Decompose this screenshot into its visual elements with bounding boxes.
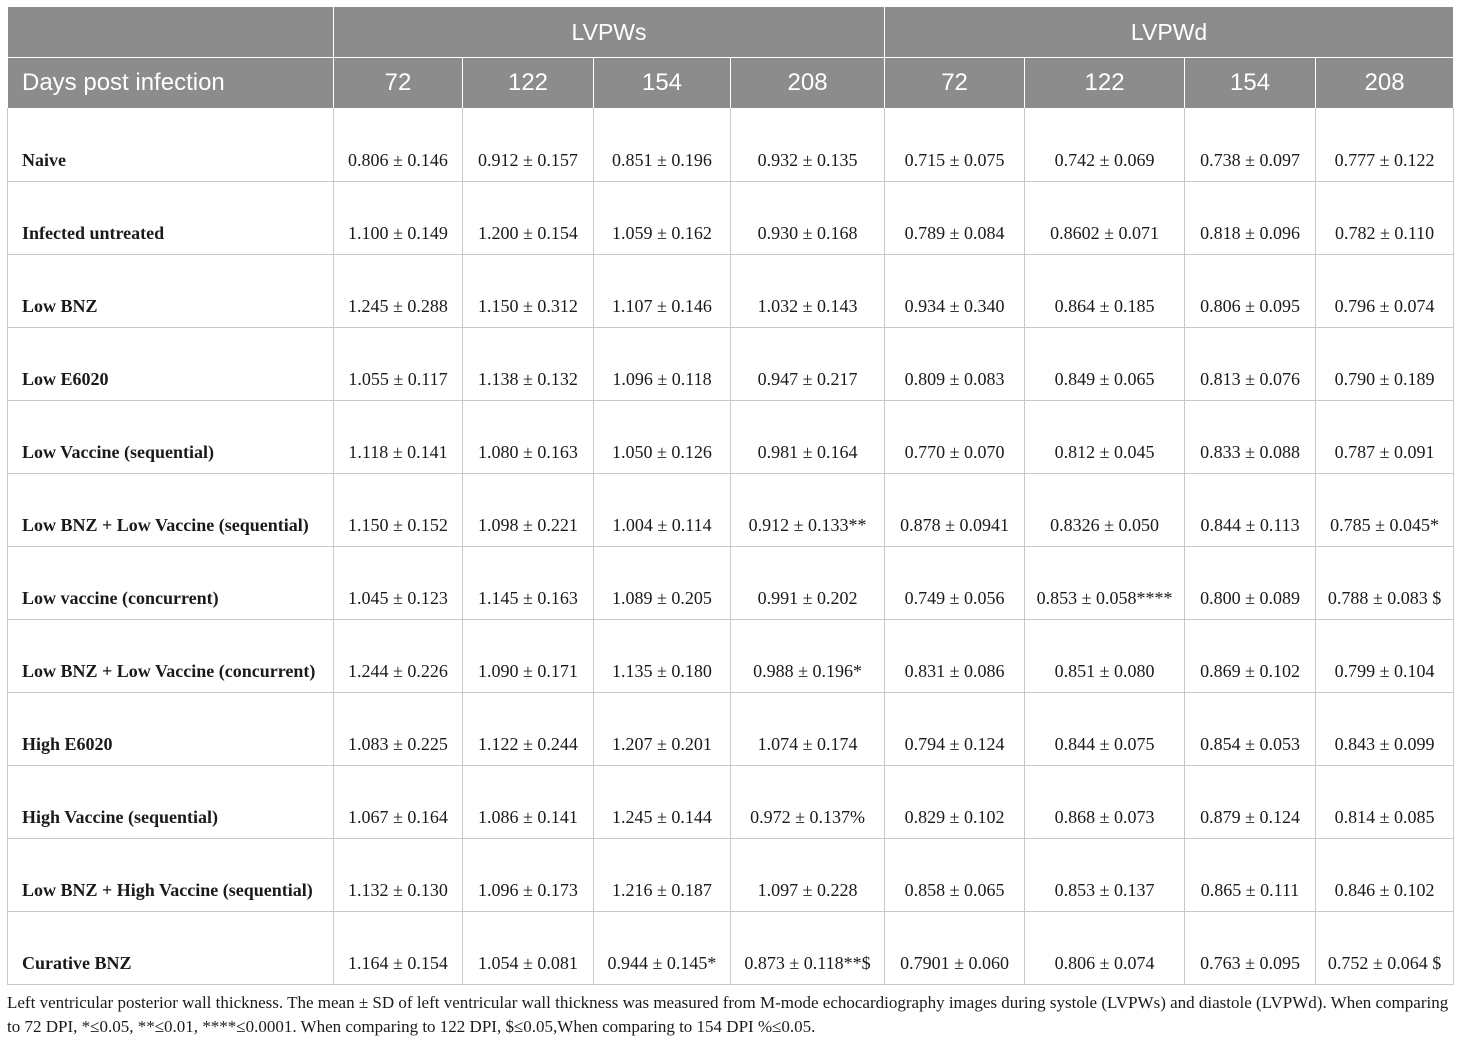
header-day: 72 <box>334 58 463 109</box>
value-cell: 1.107 ± 0.146 <box>594 254 731 327</box>
value-cell: 0.782 ± 0.110 <box>1316 181 1454 254</box>
value-cell: 0.787 ± 0.091 <box>1316 400 1454 473</box>
value-cell: 0.800 ± 0.089 <box>1185 546 1316 619</box>
group-label: High Vaccine (sequential) <box>8 765 334 838</box>
value-cell: 0.864 ± 0.185 <box>1025 254 1185 327</box>
header-day: 122 <box>1025 58 1185 109</box>
table-body <box>8 108 1454 984</box>
header-day: 208 <box>731 58 885 109</box>
header-days-post-infection: Days post infection <box>8 58 334 109</box>
value-cell: 1.138 ± 0.132 <box>463 327 594 400</box>
group-label: Low E6020 <box>8 327 334 400</box>
value-cell: 0.813 ± 0.076 <box>1185 327 1316 400</box>
value-cell: 0.981 ± 0.164 <box>731 400 885 473</box>
group-label: Low vaccine (concurrent) <box>8 546 334 619</box>
value-cell: 0.869 ± 0.102 <box>1185 619 1316 692</box>
value-cell: 1.067 ± 0.164 <box>334 765 463 838</box>
table-row <box>8 327 1454 400</box>
value-cell: 0.812 ± 0.045 <box>1025 400 1185 473</box>
value-cell: 0.947 ± 0.217 <box>731 327 885 400</box>
value-cell: 0.8602 ± 0.071 <box>1025 181 1185 254</box>
value-cell: 0.799 ± 0.104 <box>1316 619 1454 692</box>
table-row <box>8 546 1454 619</box>
header-day: 154 <box>1185 58 1316 109</box>
value-cell: 0.853 ± 0.058**** <box>1025 546 1185 619</box>
value-cell: 1.090 ± 0.171 <box>463 619 594 692</box>
value-cell: 0.865 ± 0.111 <box>1185 838 1316 911</box>
value-cell: 0.785 ± 0.045* <box>1316 473 1454 546</box>
value-cell: 0.814 ± 0.085 <box>1316 765 1454 838</box>
value-cell: 1.004 ± 0.114 <box>594 473 731 546</box>
value-cell: 1.216 ± 0.187 <box>594 838 731 911</box>
value-cell: 1.245 ± 0.144 <box>594 765 731 838</box>
value-cell: 1.083 ± 0.225 <box>334 692 463 765</box>
value-cell: 0.806 ± 0.095 <box>1185 254 1316 327</box>
value-cell: 1.089 ± 0.205 <box>594 546 731 619</box>
value-cell: 0.833 ± 0.088 <box>1185 400 1316 473</box>
value-cell: 0.879 ± 0.124 <box>1185 765 1316 838</box>
value-cell: 1.045 ± 0.123 <box>334 546 463 619</box>
table-header <box>8 7 1454 108</box>
value-cell: 0.806 ± 0.074 <box>1025 911 1185 984</box>
value-cell: 0.846 ± 0.102 <box>1316 838 1454 911</box>
value-cell: 1.145 ± 0.163 <box>463 546 594 619</box>
value-cell: 0.715 ± 0.075 <box>885 108 1025 181</box>
value-cell: 1.032 ± 0.143 <box>731 254 885 327</box>
value-cell: 0.873 ± 0.118**$ <box>731 911 885 984</box>
header-blank-cell <box>8 7 334 58</box>
table-row <box>8 838 1454 911</box>
value-cell: 0.788 ± 0.083 $ <box>1316 546 1454 619</box>
value-cell: 0.991 ± 0.202 <box>731 546 885 619</box>
value-cell: 0.829 ± 0.102 <box>885 765 1025 838</box>
value-cell: 0.831 ± 0.086 <box>885 619 1025 692</box>
table-row <box>8 765 1454 838</box>
table-row <box>8 181 1454 254</box>
value-cell: 1.050 ± 0.126 <box>594 400 731 473</box>
value-cell: 0.7901 ± 0.060 <box>885 911 1025 984</box>
value-cell: 0.912 ± 0.157 <box>463 108 594 181</box>
value-cell: 1.200 ± 0.154 <box>463 181 594 254</box>
value-cell: 0.930 ± 0.168 <box>731 181 885 254</box>
value-cell: 1.097 ± 0.228 <box>731 838 885 911</box>
value-cell: 0.777 ± 0.122 <box>1316 108 1454 181</box>
value-cell: 1.207 ± 0.201 <box>594 692 731 765</box>
value-cell: 0.858 ± 0.065 <box>885 838 1025 911</box>
value-cell: 1.135 ± 0.180 <box>594 619 731 692</box>
group-label: Low BNZ + Low Vaccine (sequential) <box>8 473 334 546</box>
group-label: Infected untreated <box>8 181 334 254</box>
group-label: Curative BNZ <box>8 911 334 984</box>
value-cell: 1.059 ± 0.162 <box>594 181 731 254</box>
value-cell: 1.164 ± 0.154 <box>334 911 463 984</box>
value-cell: 1.122 ± 0.244 <box>463 692 594 765</box>
value-cell: 1.054 ± 0.081 <box>463 911 594 984</box>
value-cell: 0.843 ± 0.099 <box>1316 692 1454 765</box>
header-lvpwd: LVPWd <box>885 7 1454 58</box>
value-cell: 0.789 ± 0.084 <box>885 181 1025 254</box>
value-cell: 0.749 ± 0.056 <box>885 546 1025 619</box>
value-cell: 0.8326 ± 0.050 <box>1025 473 1185 546</box>
value-cell: 0.818 ± 0.096 <box>1185 181 1316 254</box>
value-cell: 1.096 ± 0.173 <box>463 838 594 911</box>
value-cell: 0.854 ± 0.053 <box>1185 692 1316 765</box>
value-cell: 0.932 ± 0.135 <box>731 108 885 181</box>
table-row <box>8 108 1454 181</box>
value-cell: 1.150 ± 0.312 <box>463 254 594 327</box>
value-cell: 0.934 ± 0.340 <box>885 254 1025 327</box>
table-row <box>8 911 1454 984</box>
value-cell: 1.132 ± 0.130 <box>334 838 463 911</box>
value-cell: 1.150 ± 0.152 <box>334 473 463 546</box>
value-cell: 1.086 ± 0.141 <box>463 765 594 838</box>
value-cell: 1.100 ± 0.149 <box>334 181 463 254</box>
value-cell: 0.796 ± 0.074 <box>1316 254 1454 327</box>
value-cell: 1.118 ± 0.141 <box>334 400 463 473</box>
table-row <box>8 473 1454 546</box>
group-label: Low BNZ + Low Vaccine (concurrent) <box>8 619 334 692</box>
value-cell: 0.770 ± 0.070 <box>885 400 1025 473</box>
header-day: 72 <box>885 58 1025 109</box>
value-cell: 1.244 ± 0.226 <box>334 619 463 692</box>
value-cell: 1.098 ± 0.221 <box>463 473 594 546</box>
value-cell: 1.074 ± 0.174 <box>731 692 885 765</box>
table-row <box>8 619 1454 692</box>
value-cell: 0.752 ± 0.064 $ <box>1316 911 1454 984</box>
group-label: Low BNZ + High Vaccine (sequential) <box>8 838 334 911</box>
table-container <box>7 7 1453 1039</box>
table-row <box>8 400 1454 473</box>
value-cell: 0.742 ± 0.069 <box>1025 108 1185 181</box>
group-label: High E6020 <box>8 692 334 765</box>
value-cell: 0.868 ± 0.073 <box>1025 765 1185 838</box>
value-cell: 1.080 ± 0.163 <box>463 400 594 473</box>
value-cell: 0.853 ± 0.137 <box>1025 838 1185 911</box>
group-label: Naive <box>8 108 334 181</box>
value-cell: 0.844 ± 0.075 <box>1025 692 1185 765</box>
value-cell: 0.844 ± 0.113 <box>1185 473 1316 546</box>
header-day: 208 <box>1316 58 1454 109</box>
value-cell: 0.790 ± 0.189 <box>1316 327 1454 400</box>
value-cell: 0.912 ± 0.133** <box>731 473 885 546</box>
table-row <box>8 692 1454 765</box>
value-cell: 0.849 ± 0.065 <box>1025 327 1185 400</box>
header-lvpws: LVPWs <box>334 7 885 58</box>
value-cell: 0.763 ± 0.095 <box>1185 911 1316 984</box>
value-cell: 0.988 ± 0.196* <box>731 619 885 692</box>
header-day: 154 <box>594 58 731 109</box>
table-row <box>8 254 1454 327</box>
value-cell: 0.878 ± 0.0941 <box>885 473 1025 546</box>
value-cell: 0.944 ± 0.145* <box>594 911 731 984</box>
value-cell: 1.245 ± 0.288 <box>334 254 463 327</box>
group-label: Low BNZ <box>8 254 334 327</box>
value-cell: 1.096 ± 0.118 <box>594 327 731 400</box>
value-cell: 0.806 ± 0.146 <box>334 108 463 181</box>
value-cell: 0.851 ± 0.080 <box>1025 619 1185 692</box>
header-day: 122 <box>463 58 594 109</box>
value-cell: 1.055 ± 0.117 <box>334 327 463 400</box>
value-cell: 0.972 ± 0.137% <box>731 765 885 838</box>
value-cell: 0.794 ± 0.124 <box>885 692 1025 765</box>
table-footnote: Left ventricular posterior wall thickness. The mean ± SD of left ventricular wall thickness was measured from M-mode echocardiography images during systole (LVPWs) and diastole (LVPWd). When comparing to 72 DPI, *≤0.05, **≤0.01, ****≤0.0001. When comparing to 122 DPI, $≤0.05,When comparing to 154 DPI %≤0.05. <box>7 992 1449 1036</box>
group-label: Low Vaccine (sequential) <box>8 400 334 473</box>
value-cell: 0.851 ± 0.196 <box>594 108 731 181</box>
value-cell: 0.809 ± 0.083 <box>885 327 1025 400</box>
wall-thickness-table <box>7 7 1454 985</box>
value-cell: 0.738 ± 0.097 <box>1185 108 1316 181</box>
